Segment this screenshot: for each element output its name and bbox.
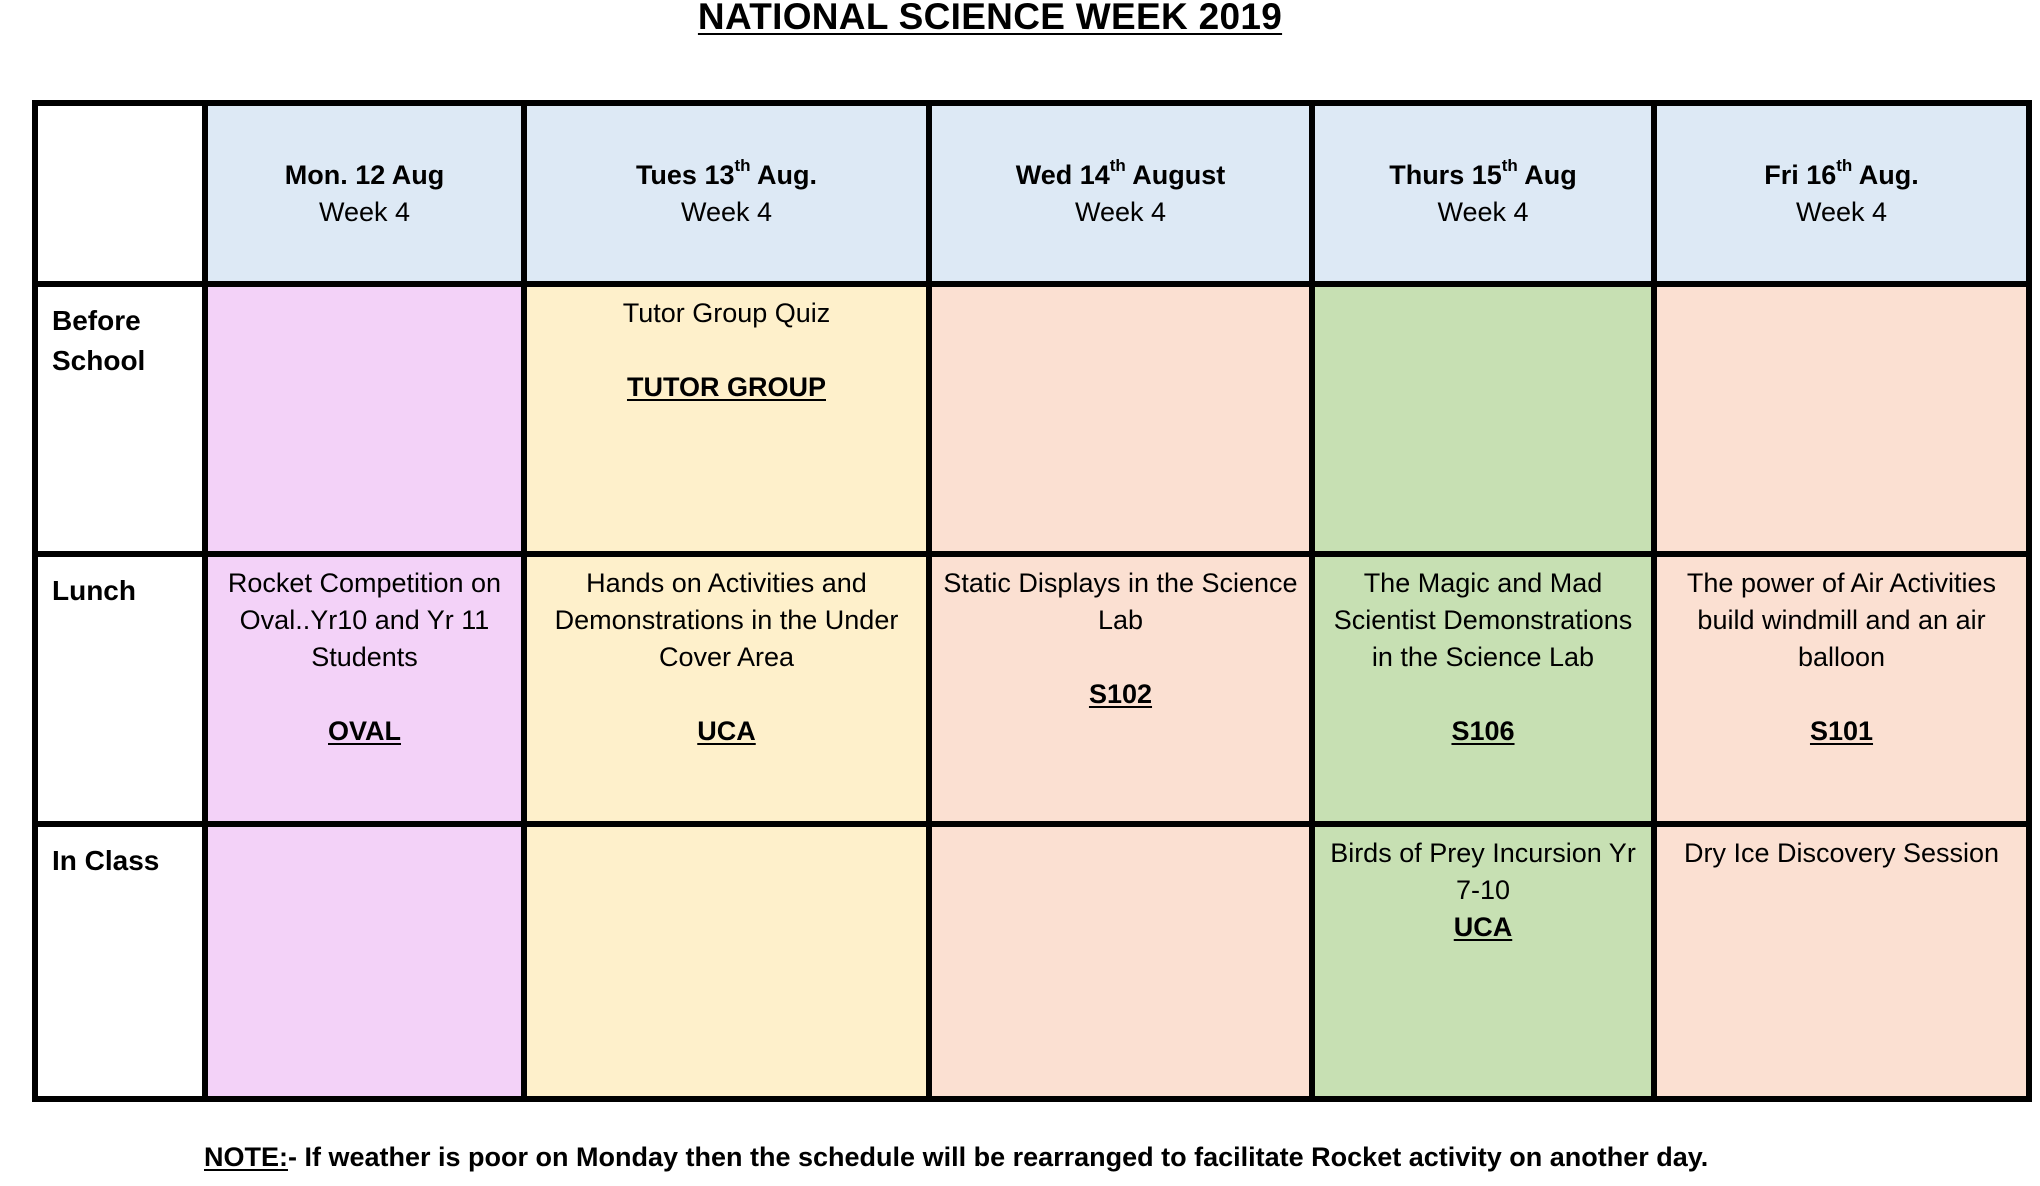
activity-text: Rocket Competition on Oval..Yr10 and Yr 11 Students (227, 568, 502, 672)
location-text: S106 (1451, 716, 1515, 746)
schedule-cell (1312, 554, 1654, 824)
schedule-cell (929, 824, 1312, 1099)
week-label: Week 4 (1074, 196, 1167, 227)
schedule-cell (1654, 824, 2029, 1099)
location-text: S102 (1088, 679, 1153, 709)
schedule-cell (1654, 284, 2029, 554)
week-label: Week 4 (1795, 196, 1888, 227)
schedule-cell (929, 284, 1312, 554)
day-suffix: th (1109, 155, 1126, 175)
day-header-thu (1312, 103, 1654, 284)
location-text: S101 (1809, 716, 1874, 746)
row-in-class (35, 824, 2029, 1099)
schedule-cell (205, 824, 524, 1099)
activity-text: Tutor Group Quiz (622, 298, 831, 328)
activity-text: The power of Air Activities build windmill and an air balloon (1686, 568, 1997, 672)
schedule-cell (524, 554, 929, 824)
day-name: Mon. 12 Aug (284, 159, 445, 190)
schedule-cell (1312, 284, 1654, 554)
schedule-cell (524, 824, 929, 1099)
day-month: Aug (1517, 159, 1577, 190)
day-name: Tues 13 (635, 159, 735, 190)
day-suffix: th (1836, 155, 1853, 175)
day-name: Thurs 15 (1389, 159, 1502, 190)
row-label (35, 824, 205, 1099)
schedule-cell (205, 554, 524, 824)
location-text: UCA (1453, 912, 1513, 942)
row-label-line: In Class (52, 845, 160, 876)
row-before-school (35, 284, 2029, 554)
schedule-cell (1312, 824, 1654, 1099)
day-header-wed (929, 103, 1312, 284)
footnote (204, 1142, 1708, 1173)
row-label (35, 284, 205, 554)
corner-cell (35, 103, 205, 284)
row-label-line: Before (52, 305, 141, 336)
activity-text: The Magic and Mad Scientist Demonstrations in the Science Lab (1333, 568, 1633, 672)
day-suffix: th (1501, 155, 1518, 175)
row-lunch (35, 554, 2029, 824)
day-suffix: th (734, 155, 751, 175)
location-text: TUTOR GROUP (626, 372, 826, 402)
row-label (35, 554, 205, 824)
activity-text: Static Displays in the Science Lab (943, 568, 1298, 635)
week-label: Week 4 (680, 196, 773, 227)
header-row (35, 103, 2029, 284)
schedule-cell (929, 554, 1312, 824)
schedule-table (32, 100, 2032, 1102)
schedule-cell (1654, 554, 2029, 824)
location-text: OVAL (328, 716, 401, 746)
day-name: Fri 16 (1764, 159, 1837, 190)
day-header-mon (205, 103, 524, 284)
week-label: Week 4 (1437, 196, 1529, 227)
day-header-tue (524, 103, 929, 284)
day-month: August (1125, 159, 1226, 190)
row-label-line: School (52, 345, 146, 376)
activity-text: Hands on Activities and Demonstrations in the Under Cover Area (554, 568, 899, 672)
week-label: Week 4 (318, 196, 411, 227)
activity-text: Birds of Prey Incursion Yr 7-10 (1330, 838, 1636, 905)
row-label-line: Lunch (52, 575, 136, 606)
location-text: UCA (697, 716, 756, 746)
page-title: NATIONAL SCIENCE WEEK 2019 (697, 0, 1283, 37)
schedule-cell (524, 284, 929, 554)
note-label: NOTE: (204, 1142, 288, 1172)
day-header-fri (1654, 103, 2029, 284)
day-month: Aug. (1852, 159, 1919, 190)
activity-text: Dry Ice Discovery Session (1683, 838, 2000, 868)
day-month: Aug. (750, 159, 818, 190)
day-name: Wed 14 (1015, 159, 1110, 190)
note-text: - If weather is poor on Monday then the schedule will be rearranged to facilitate Rocket activity on another day. (288, 1142, 1709, 1172)
schedule-cell (205, 284, 524, 554)
